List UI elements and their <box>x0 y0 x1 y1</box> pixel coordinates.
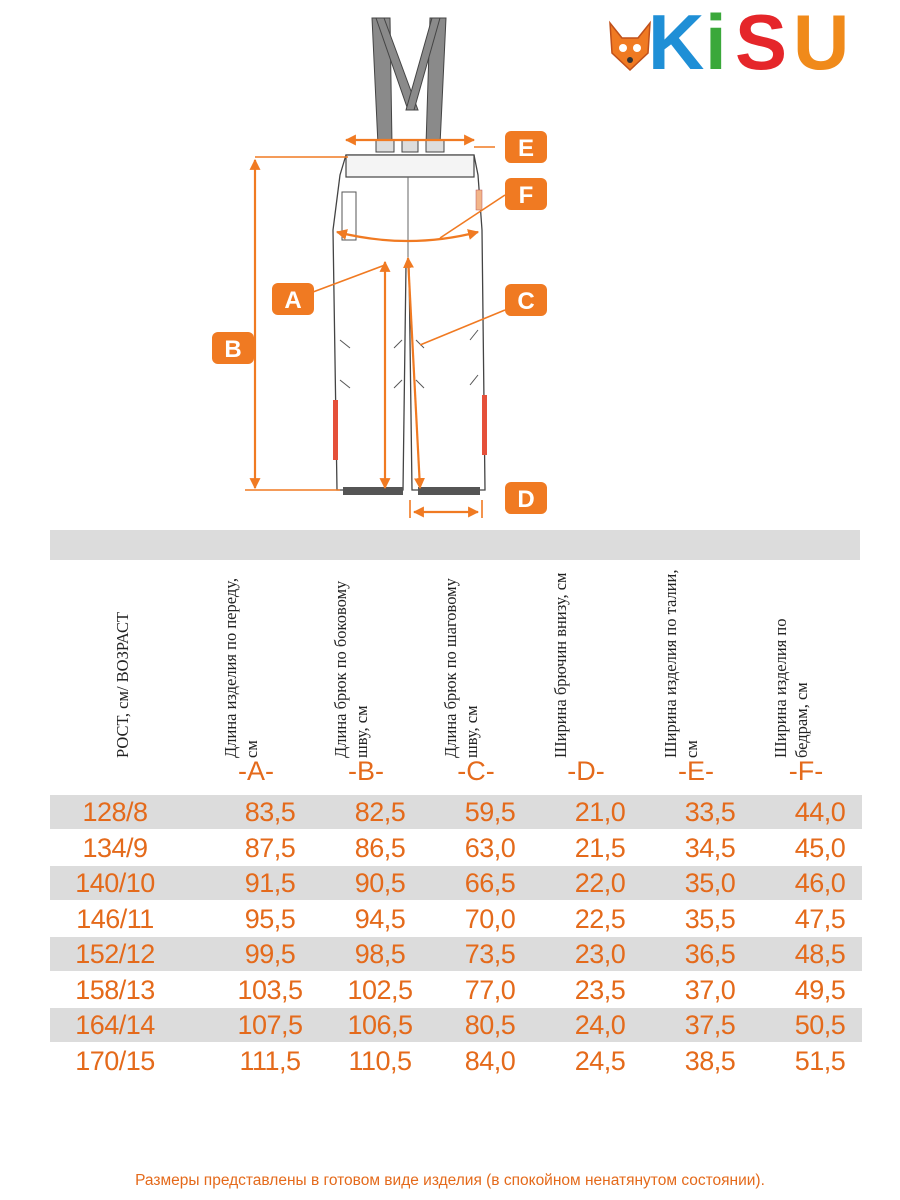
value-cell-c: 73,5 <box>464 939 516 969</box>
suspenders-drawing <box>372 18 446 152</box>
value-cell-f: 49,5 <box>794 974 846 1005</box>
column-letter-e: -E- <box>678 756 714 786</box>
header-label-a: Длина изделия по переду, см <box>221 578 261 758</box>
value-cell-d: 21,5 <box>574 832 626 863</box>
measure-tag-e-label: E <box>517 135 535 162</box>
measure-tag-a <box>272 283 314 315</box>
header-column-e <box>660 568 770 758</box>
value-cell-a: 99,5 <box>244 939 296 969</box>
table-row <box>50 973 862 1007</box>
size-cell: 164/14 <box>75 1010 155 1040</box>
value-cell-a: 83,5 <box>244 797 296 827</box>
column-letter-a: -A- <box>238 756 274 786</box>
value-cell-d: 23,5 <box>574 974 626 1005</box>
value-cell-c: 59,5 <box>464 797 516 827</box>
value-cell-a: 103,5 <box>237 974 303 1005</box>
size-cell: 170/15 <box>75 1045 155 1076</box>
logo-letter-u: U <box>793 0 850 86</box>
size-cell: 158/13 <box>75 974 155 1005</box>
header-label-c: Длина брюк по шаговому шву, см <box>441 578 481 758</box>
measure-tag-f <box>505 178 547 210</box>
value-cell-b: 90,5 <box>354 868 406 898</box>
column-letter-c: -C- <box>457 756 495 786</box>
value-cell-f: 50,5 <box>794 1010 846 1040</box>
value-cell-a: 95,5 <box>244 903 296 934</box>
value-cell-b: 102,5 <box>347 974 413 1005</box>
value-cell-a: 107,5 <box>237 1010 303 1040</box>
value-cell-e: 34,5 <box>684 832 736 863</box>
value-cell-f: 47,5 <box>794 903 846 934</box>
size-cell: 128/8 <box>82 797 148 827</box>
value-cell-e: 35,5 <box>684 903 736 934</box>
measure-tag-d-label: D <box>517 486 535 513</box>
value-cell-a: 111,5 <box>239 1045 301 1076</box>
table-row <box>50 902 862 936</box>
table-row <box>50 1008 862 1042</box>
value-cell-d: 23,0 <box>574 939 626 969</box>
value-cell-d: 24,0 <box>574 1010 626 1040</box>
size-cell: 134/9 <box>82 832 148 863</box>
value-cell-b: 98,5 <box>354 939 406 969</box>
value-cell-e: 38,5 <box>684 1045 736 1076</box>
column-letter-d: -D- <box>567 756 605 786</box>
value-cell-f: 46,0 <box>794 868 846 898</box>
measure-tag-c <box>505 284 547 316</box>
value-cell-b: 82,5 <box>354 797 406 827</box>
value-cell-e: 36,5 <box>684 939 736 969</box>
value-cell-e: 37,0 <box>684 974 736 1005</box>
value-cell-b: 94,5 <box>354 903 406 934</box>
logo-letter-s: S <box>735 0 788 86</box>
measure-tag-d <box>505 482 547 514</box>
value-cell-c: 70,0 <box>464 903 516 934</box>
value-cell-c: 80,5 <box>464 1010 516 1040</box>
header-size-label: РОСТ, см/ ВОЗРАСТ <box>113 611 132 758</box>
value-cell-f: 48,5 <box>794 939 846 969</box>
footer-note: Размеры представлены в готовом виде изделия (в спокойном ненатянутом состоянии). <box>135 1172 765 1189</box>
value-cell-e: 37,5 <box>684 1010 736 1040</box>
value-cell-a: 87,5 <box>244 832 296 863</box>
value-cell-c: 77,0 <box>464 974 516 1005</box>
header-column-b <box>330 568 440 758</box>
column-letter-f: -F- <box>788 756 824 786</box>
brand-logo <box>600 0 870 86</box>
table-row <box>50 795 862 829</box>
measure-tag-a-label: A <box>284 287 302 314</box>
value-cell-c: 66,5 <box>464 868 516 898</box>
header-size-column <box>112 568 222 758</box>
header-column-f <box>770 568 880 758</box>
value-cell-d: 24,5 <box>574 1045 626 1076</box>
value-cell-f: 45,0 <box>794 832 846 863</box>
measure-tag-e <box>505 131 547 163</box>
value-cell-e: 33,5 <box>684 797 736 827</box>
value-cell-d: 22,5 <box>574 903 626 934</box>
logo-letter-i: i <box>705 0 727 86</box>
value-cell-e: 35,0 <box>684 868 736 898</box>
value-cell-c: 63,0 <box>464 832 516 863</box>
header-column-a <box>220 568 330 758</box>
value-cell-c: 84,0 <box>464 1045 516 1076</box>
value-cell-d: 21,0 <box>574 797 626 827</box>
size-cell: 146/11 <box>76 903 154 934</box>
value-cell-f: 51,5 <box>794 1045 846 1076</box>
size-cell: 152/12 <box>75 939 155 969</box>
header-label-f: Ширина изделия по бедрам, см <box>771 618 811 758</box>
value-cell-f: 44,0 <box>794 797 846 827</box>
measure-tag-b <box>212 332 254 364</box>
measure-tag-b-label: B <box>224 336 242 363</box>
table-row <box>50 937 862 971</box>
header-label-d: Ширина брючин внизу, см <box>551 572 570 758</box>
pants-drawing <box>333 155 487 495</box>
measure-tag-c-label: C <box>517 288 535 315</box>
measure-tag-f-label: F <box>518 182 534 209</box>
size-cell: 140/10 <box>75 868 155 898</box>
header-column-c <box>440 568 550 758</box>
value-cell-b: 106,5 <box>347 1010 413 1040</box>
logo-letter-k: K <box>648 0 705 86</box>
table-row <box>50 1044 862 1078</box>
value-cell-b: 86,5 <box>354 832 406 863</box>
header-label-b: Длина брюк по боковому шву, см <box>331 580 371 758</box>
value-cell-b: 110,5 <box>348 1045 412 1076</box>
column-letter-b: -B- <box>348 756 384 786</box>
table-row <box>50 866 862 900</box>
value-cell-d: 22,0 <box>574 868 626 898</box>
header-label-e: Ширина изделия по талии, см <box>661 569 701 758</box>
table-row <box>50 831 862 865</box>
value-cell-a: 91,5 <box>244 868 296 898</box>
table-header-band <box>50 530 860 560</box>
header-column-d <box>550 568 660 758</box>
